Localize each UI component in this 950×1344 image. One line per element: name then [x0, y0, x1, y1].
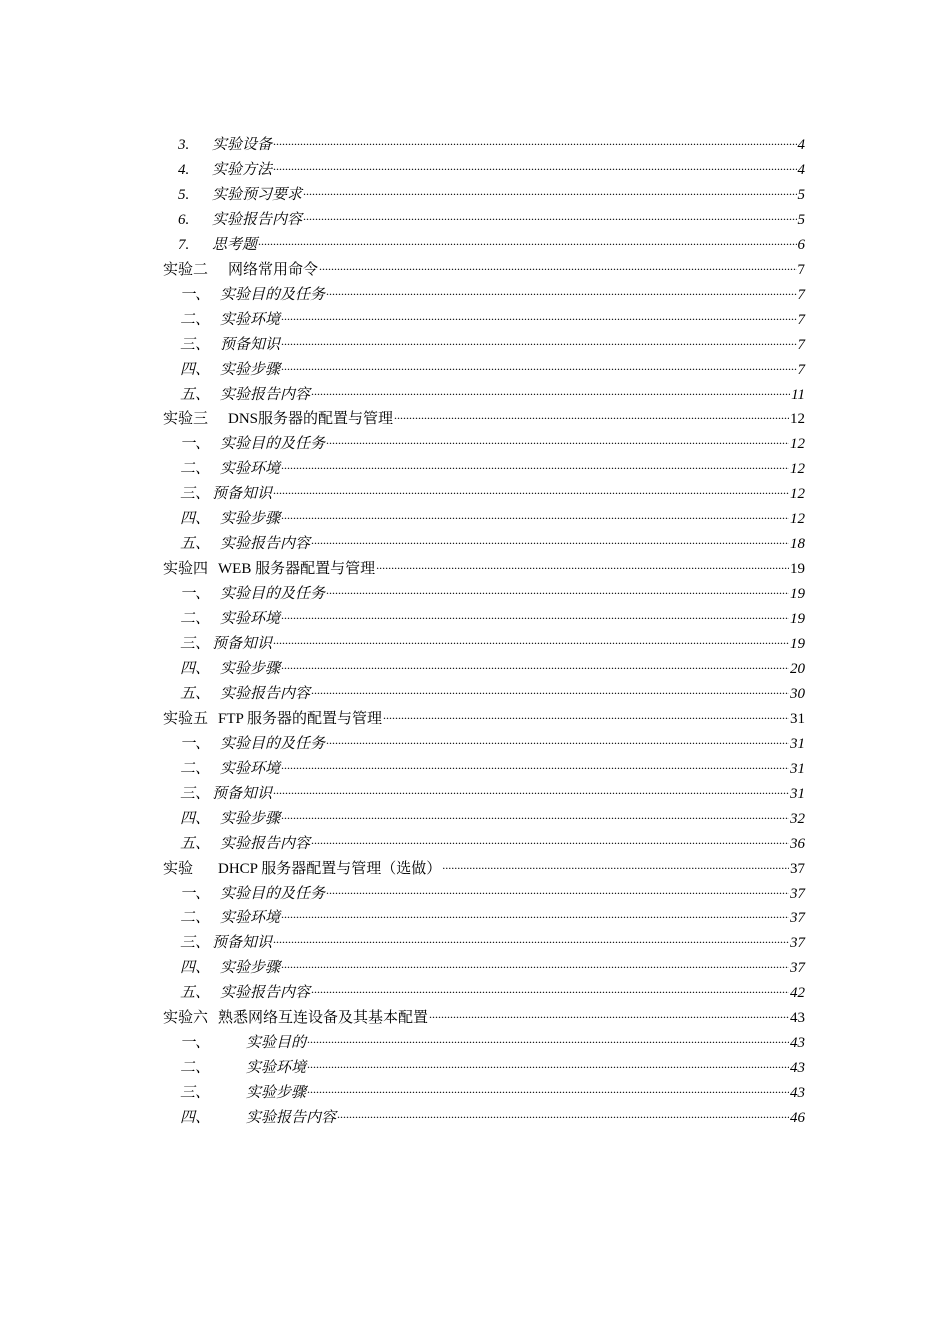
toc-entry-page-number: 31 — [790, 785, 805, 802]
toc-entry-title: 实验步骤 — [220, 660, 281, 677]
toc-entry-page-number: 36 — [790, 835, 805, 852]
toc-entry-number: 实验 — [163, 860, 194, 877]
toc-dot-leader — [281, 798, 789, 823]
toc-entry[interactable] — [178, 224, 805, 253]
toc-entry-page-number: 5 — [797, 211, 805, 228]
toc-entry-title: 实验目的 — [246, 1035, 307, 1052]
toc-entry[interactable] — [180, 1097, 805, 1127]
toc-dot-leader — [281, 897, 789, 922]
toc-entry-number: 四、 — [180, 810, 211, 827]
toc-entry[interactable] — [180, 299, 805, 328]
toc-entry[interactable] — [178, 174, 805, 203]
toc-entry-page-number: 4 — [797, 161, 805, 178]
toc-entry-number: 三、 — [180, 636, 211, 652]
toc-entry-page-number: 31 — [790, 710, 805, 727]
toc-dot-leader — [307, 1072, 789, 1097]
toc-entry[interactable] — [178, 199, 805, 228]
toc-entry-page-number: 5 — [797, 186, 805, 203]
toc-entry-page-number: 31 — [790, 735, 805, 752]
toc-entry-number: 三、 — [180, 935, 211, 952]
toc-entry-number: 五、 — [180, 386, 211, 403]
toc-entry-number: 三、 — [180, 1085, 211, 1102]
toc-entry-number: 二、 — [180, 611, 211, 628]
toc-entry[interactable] — [178, 149, 805, 178]
toc-entry-title: 实验目的及任务 — [220, 286, 326, 303]
toc-dot-leader — [281, 947, 789, 972]
toc-entry-page-number: 7 — [797, 261, 805, 278]
toc-entry-number: 五、 — [180, 985, 211, 1002]
toc-entry-number: 一、 — [180, 286, 211, 303]
toc-entry[interactable] — [180, 1072, 805, 1102]
toc-entry-title: 实验步骤 — [220, 361, 281, 378]
toc-dot-leader — [281, 748, 789, 773]
toc-entry-title: 预备知识 — [212, 785, 273, 802]
toc-entry-title: DNS服务器的配置与管理 — [228, 411, 394, 428]
toc-entry-number: 实验六 — [163, 1010, 209, 1027]
toc-entry[interactable] — [180, 274, 805, 303]
toc-entry-number: 四、 — [180, 361, 211, 378]
toc-dot-leader — [337, 1097, 789, 1122]
toc-entry-page-number: 4 — [797, 137, 805, 153]
toc-entry-title: 熟悉网络互连设备及其基本配置 — [218, 1010, 429, 1027]
toc-entry[interactable] — [180, 374, 805, 403]
toc-entry-title: 实验步骤 — [220, 511, 281, 528]
toc-entry-page-number: 11 — [791, 386, 805, 403]
toc-entry-page-number: 37 — [790, 885, 805, 902]
toc-entry-title: FTP 服务器的配置与管理 — [218, 710, 383, 727]
toc-entry[interactable] — [180, 972, 805, 1002]
toc-entry-title: 实验环境 — [220, 311, 281, 328]
toc-dot-leader — [311, 523, 789, 548]
toc-entry-title: DHCP 服务器配置与管理（选做） — [218, 860, 442, 877]
toc-dot-leader — [311, 374, 790, 399]
toc-dot-leader — [281, 299, 796, 324]
toc-entry-number: 五、 — [180, 536, 211, 553]
toc-entry-page-number: 12 — [790, 461, 805, 478]
toc-entry-number: 实验五 — [163, 710, 209, 727]
toc-entry-title: 实验报告内容 — [220, 386, 311, 403]
toc-entry[interactable] — [180, 823, 805, 852]
toc-entry-number: 四、 — [180, 1110, 211, 1127]
toc-dot-leader — [273, 124, 796, 149]
toc-entry-page-number: 12 — [790, 436, 805, 453]
toc-entry-number: 三、 — [180, 486, 211, 503]
toc-entry-number: 实验三 — [163, 411, 209, 428]
toc-dot-leader — [258, 224, 796, 249]
toc-entry-number: 一、 — [180, 885, 211, 902]
toc-entry-title: 实验环境 — [220, 461, 281, 478]
toc-entry-number: 二、 — [180, 1060, 211, 1077]
toc-dot-leader — [326, 873, 789, 898]
toc-entry-title: 实验目的及任务 — [220, 735, 326, 752]
toc-entry-title: 实验步骤 — [220, 960, 281, 977]
toc-entry-title: 实验设备 — [212, 137, 273, 153]
toc-entry[interactable] — [180, 897, 805, 927]
toc-entry-number: 一、 — [180, 436, 211, 453]
toc-dot-leader — [311, 972, 789, 997]
toc-entry-title: 实验报告内容 — [220, 985, 311, 1002]
toc-entry[interactable] — [163, 848, 805, 877]
toc-entry[interactable] — [163, 997, 805, 1027]
toc-entry-title: 实验目的及任务 — [220, 885, 326, 902]
toc-entry[interactable] — [180, 1022, 805, 1052]
toc-dot-leader — [326, 723, 789, 748]
toc-dot-leader — [326, 423, 789, 448]
toc-entry-title: 实验步骤 — [246, 1085, 307, 1102]
toc-dot-leader — [281, 448, 789, 473]
toc-entry[interactable] — [163, 249, 805, 278]
toc-entry-number: 4. — [178, 161, 190, 178]
toc-dot-leader — [273, 922, 789, 947]
toc-entry[interactable] — [178, 124, 805, 153]
toc-entry-title: 实验环境 — [220, 760, 281, 777]
toc-entry-page-number: 20 — [790, 660, 805, 677]
toc-entry-page-number: 12 — [790, 411, 805, 428]
toc-entry[interactable] — [180, 448, 805, 478]
toc-entry-page-number: 30 — [790, 685, 805, 702]
toc-entry-page-number: 7 — [797, 361, 805, 378]
toc-dot-leader — [303, 199, 796, 224]
toc-entry-title: 实验环境 — [246, 1060, 307, 1077]
toc-entry-title: 实验方法 — [212, 161, 273, 178]
toc-entry[interactable] — [180, 947, 805, 977]
toc-entry[interactable] — [180, 349, 805, 378]
toc-entry-page-number: 12 — [790, 486, 805, 503]
toc-dot-leader — [281, 648, 789, 673]
toc-entry-title: 实验环境 — [220, 910, 281, 927]
toc-entry-number: 一、 — [180, 1035, 211, 1052]
toc-entry-page-number: 31 — [790, 760, 805, 777]
toc-entry-number: 二、 — [180, 311, 211, 328]
toc-entry[interactable] — [180, 648, 805, 677]
toc-entry-title: 预备知识 — [220, 336, 281, 353]
toc-entry[interactable] — [180, 324, 805, 353]
toc-dot-leader — [273, 473, 789, 498]
toc-entry-title: 预备知识 — [212, 636, 273, 652]
toc-entry-number: 一、 — [180, 735, 211, 752]
toc-entry[interactable] — [180, 623, 805, 652]
toc-entry-page-number: 18 — [790, 536, 805, 553]
toc-entry-page-number: 43 — [790, 1085, 805, 1102]
toc-dot-leader — [273, 623, 789, 648]
toc-entry-page-number: 6 — [797, 236, 805, 253]
toc-entry-title: 思考题 — [212, 236, 258, 253]
toc-dot-leader — [326, 274, 796, 299]
toc-entry[interactable] — [180, 523, 805, 553]
toc-entry-number: 二、 — [180, 461, 211, 478]
toc-entry[interactable] — [180, 573, 805, 603]
toc-entry-page-number: 37 — [790, 910, 805, 927]
toc-entry[interactable] — [180, 922, 805, 952]
toc-dot-leader — [307, 1022, 789, 1047]
toc-entry-title: 预备知识 — [212, 935, 273, 952]
toc-entry-title: 实验报告内容 — [220, 835, 311, 852]
toc-entry-title: 实验报告内容 — [220, 536, 311, 553]
toc-entry-page-number: 7 — [797, 336, 805, 353]
toc-entry-page-number: 37 — [790, 960, 805, 977]
toc-dot-leader — [429, 997, 789, 1022]
toc-entry[interactable] — [180, 598, 805, 628]
toc-dot-leader — [273, 773, 789, 798]
toc-entry-number: 五、 — [180, 685, 211, 702]
toc-entry[interactable] — [180, 423, 805, 453]
toc-entry-title: WEB 服务器配置与管理 — [218, 561, 376, 578]
toc-dot-leader — [383, 698, 789, 723]
toc-dot-leader — [303, 174, 796, 199]
toc-entry-title: 实验预习要求 — [212, 186, 303, 203]
toc-entry-page-number: 19 — [790, 561, 805, 578]
toc-entry[interactable] — [163, 398, 805, 428]
toc-entry-page-number: 43 — [790, 1060, 805, 1077]
toc-entry-page-number: 43 — [790, 1010, 805, 1027]
toc-entry[interactable] — [180, 723, 805, 752]
toc-entry-title: 实验报告内容 — [246, 1110, 337, 1127]
toc-entry[interactable] — [180, 773, 805, 802]
toc-entry-page-number: 46 — [790, 1110, 805, 1127]
toc-entry-page-number: 42 — [790, 985, 805, 1002]
toc-entry-page-number: 32 — [790, 810, 805, 827]
toc-entry-number: 四、 — [180, 960, 211, 977]
toc-entry-number: 二、 — [180, 910, 211, 927]
toc-entry-page-number: 7 — [797, 311, 805, 328]
toc-entry-title: 实验目的及任务 — [220, 436, 326, 453]
toc-entry[interactable] — [180, 473, 805, 503]
toc-entry-page-number: 7 — [797, 286, 805, 303]
toc-entry-title: 实验目的及任务 — [220, 586, 326, 603]
toc-entry[interactable] — [180, 673, 805, 702]
toc-dot-leader — [442, 848, 789, 873]
toc-entry[interactable] — [163, 548, 805, 578]
toc-entry-page-number: 12 — [790, 511, 805, 528]
toc-entry-number: 实验二 — [163, 261, 209, 278]
toc-entry[interactable] — [180, 798, 805, 827]
toc-dot-leader — [376, 548, 789, 573]
toc-entry-number: 3. — [178, 137, 190, 153]
toc-entry-number: 三、 — [180, 336, 211, 353]
toc-entry-number: 四、 — [180, 660, 211, 677]
toc-entry-page-number: 37 — [790, 860, 805, 877]
toc-dot-leader — [311, 823, 789, 848]
toc-entry-number: 一、 — [180, 586, 211, 603]
toc-entry-page-number: 19 — [790, 586, 805, 603]
toc-entry-title: 实验步骤 — [220, 810, 281, 827]
toc-entry-number: 五、 — [180, 835, 211, 852]
toc-entry[interactable] — [180, 748, 805, 777]
toc-entry-page-number: 19 — [790, 636, 805, 652]
toc-entry-number: 实验四 — [163, 561, 209, 578]
toc-entry[interactable] — [180, 1047, 805, 1077]
toc-entry-title: 预备知识 — [212, 486, 273, 503]
toc-dot-leader — [273, 149, 796, 174]
toc-entry-title: 实验报告内容 — [220, 685, 311, 702]
toc-dot-leader — [311, 673, 789, 698]
toc-dot-leader — [281, 349, 796, 374]
toc-dot-leader — [394, 398, 789, 423]
toc-dot-leader — [281, 324, 796, 349]
toc-dot-leader — [281, 598, 789, 623]
toc-entry-number: 四、 — [180, 511, 211, 528]
toc-entry-title: 网络常用命令 — [228, 261, 319, 278]
toc-entry-page-number: 37 — [790, 935, 805, 952]
toc-dot-leader — [307, 1047, 789, 1072]
toc-entry-title: 实验报告内容 — [212, 211, 303, 228]
toc-entry-page-number: 19 — [790, 611, 805, 628]
toc-entry[interactable] — [180, 873, 805, 902]
toc-entry-number: 5. — [178, 186, 190, 203]
toc-entry-number: 三、 — [180, 785, 211, 802]
toc-entry[interactable] — [180, 498, 805, 528]
toc-entry-page-number: 43 — [790, 1035, 805, 1052]
toc-dot-leader — [319, 249, 796, 274]
toc-dot-leader — [326, 573, 789, 598]
toc-entry-number: 6. — [178, 211, 190, 228]
toc-entry-title: 实验环境 — [220, 611, 281, 628]
toc-entry-number: 7. — [178, 236, 190, 253]
toc-entry[interactable] — [163, 698, 805, 727]
toc-dot-leader — [281, 498, 789, 523]
toc-entry-number: 二、 — [180, 760, 211, 777]
